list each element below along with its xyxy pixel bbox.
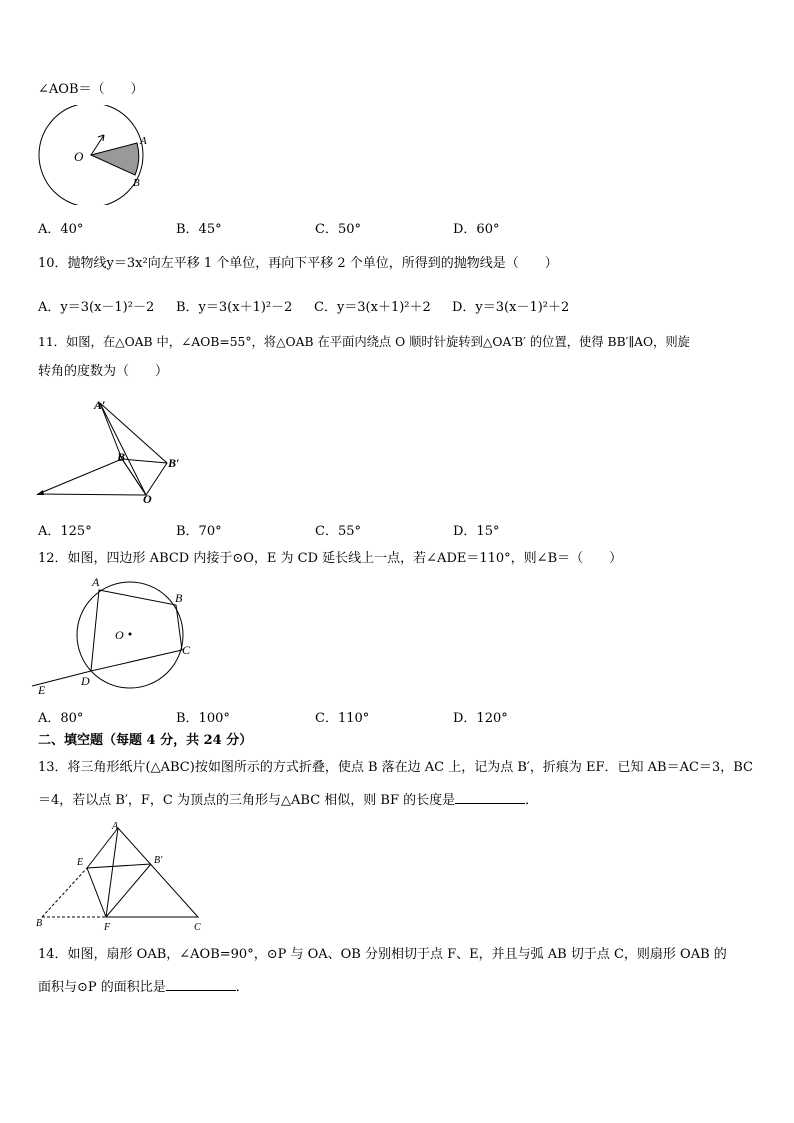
q12-label-D: D: [81, 674, 90, 688]
q12-label-B: B: [175, 591, 183, 605]
q12-stem: 12．如图，四边形 ABCD 内接于⊙O，E 为 CD 延长线上一点，若∠ADE＝110°，则∠B＝（ ）: [38, 551, 623, 566]
q12-label-O: O: [115, 628, 124, 642]
q11-label-B: B: [117, 450, 126, 464]
q11-label-Aprime: A′: [94, 398, 106, 412]
q10-option-a[interactable]: A．y＝3(x－1)²－2: [38, 300, 155, 315]
q11-label-Bprime: B′: [168, 456, 180, 470]
q13-triangle-AFC: [106, 828, 198, 917]
q14-stem-line2-text: 面积与⊙P 的面积比是: [38, 980, 166, 995]
q9-stem: ∠AOB＝（ ）: [38, 82, 144, 97]
q13-dashed-BE: [42, 868, 87, 917]
q13-segment-EF: [87, 868, 106, 917]
q11-segment-OB: [122, 459, 146, 495]
q13-stem-line2: [38, 791, 538, 809]
q12-option-b[interactable]: B．100°: [176, 711, 230, 726]
q9-option-d[interactable]: D．60°: [453, 222, 500, 237]
q12-figure: [30, 572, 205, 702]
q14-answer-blank[interactable]: [166, 978, 236, 991]
q11-point-A-marker: [36, 490, 44, 495]
q13-label-E: E: [77, 857, 84, 868]
q11-stem-line2: 转角的度数为（ ）: [38, 364, 169, 379]
q9-label-O: O: [74, 149, 84, 164]
q9-option-a[interactable]: A．40°: [38, 222, 84, 237]
q13-stem-line1: 13．将三角形纸片(△ABC)按如图所示的方式折叠，使点 B 落在边 AC 上，记为点 B′，折痕为 EF．已知 AB＝AC＝3，BC: [38, 760, 753, 775]
q13-stem-line2-end: ．: [525, 793, 539, 808]
q14-stem-line2-end: ．: [235, 980, 249, 995]
q13-segment-FBprime: [106, 864, 151, 917]
q9-label-A: A: [140, 135, 147, 147]
q9-label-B: B: [133, 177, 140, 189]
q12-option-c[interactable]: C．110°: [315, 711, 370, 726]
q9-option-b[interactable]: B．45°: [176, 222, 222, 237]
q13-segment-EBprime: [87, 864, 151, 868]
q13-label-A: A: [112, 821, 119, 832]
q11-figure: [32, 395, 187, 505]
section2-title: 二、填空题（每题 4 分，共 24 分）: [38, 733, 253, 748]
q12-label-A: A: [92, 575, 100, 589]
q13-label-B: B: [36, 918, 43, 929]
q11-stem-line1: 11．如图，在△OAB 中，∠AOB=55°，将△OAB 在平面内绕点 O 顺时针旋转到△OA′B′ 的位置，使得 BB′∥AO，则旋: [38, 335, 690, 349]
q12-option-d[interactable]: D．120°: [453, 711, 508, 726]
q10-stem: 10．抛物线y＝3x²向左平移 1 个单位，再向下平移 2 个单位，所得到的抛物线是（ ）: [38, 256, 558, 271]
q12-quadrilateral: [91, 590, 182, 671]
q10-option-d[interactable]: D．y＝3(x－1)²＋2: [452, 300, 570, 315]
q12-center-dot: [129, 633, 132, 636]
q13-label-Bprime: B′: [154, 855, 163, 866]
q13-answer-blank[interactable]: [455, 791, 525, 804]
q14-stem-line1: 14．如图，扇形 OAB，∠AOB=90°，⊙P 与 OA、OB 分别相切于点 F、E，并且与弧 AB 切于点 C，则扇形 OAB 的: [38, 947, 727, 962]
q13-label-F: F: [104, 922, 111, 933]
q11-label-O: O: [143, 492, 152, 505]
q11-option-c[interactable]: C．55°: [315, 524, 361, 539]
q10-option-b[interactable]: B．y＝3(x＋1)²－2: [176, 300, 293, 315]
q10-option-c[interactable]: C．y＝3(x＋1)²＋2: [314, 300, 431, 315]
q11-option-d[interactable]: D．15°: [453, 524, 500, 539]
q11-option-b[interactable]: B．70°: [176, 524, 222, 539]
q13-label-C: C: [194, 922, 201, 933]
q11-triangle-OAprimeBprime: [100, 403, 167, 495]
q12-option-a[interactable]: A．80°: [38, 711, 84, 726]
q11-option-a[interactable]: A．125°: [38, 524, 92, 539]
q11-triangle-OAB: [38, 459, 146, 495]
q9-sector: [91, 143, 139, 175]
q13-stem-line2-text: ＝4，若以点 B′，F，C 为顶点的三角形与△ABC 相似，则 BF 的长度是: [38, 793, 456, 808]
q12-label-E: E: [38, 683, 46, 697]
q9-option-c[interactable]: C．50°: [315, 222, 361, 237]
q14-stem-line2: [38, 978, 249, 996]
q12-label-C: C: [182, 643, 191, 657]
q13-figure: [34, 820, 214, 935]
q9-figure: [34, 105, 154, 205]
